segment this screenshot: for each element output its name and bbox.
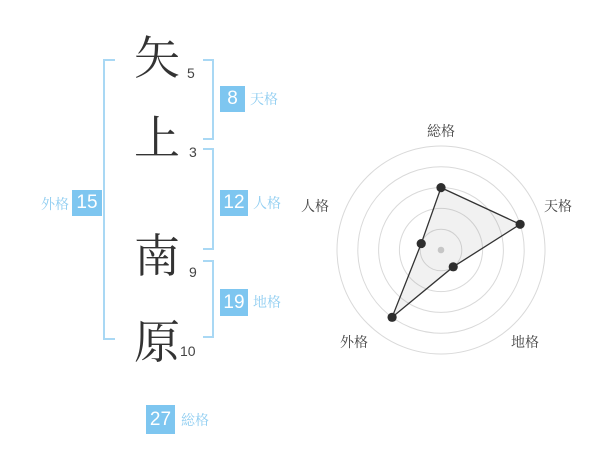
radar-axis-label: 外格 (340, 334, 368, 350)
soukaku-value-box: 27 (146, 405, 175, 434)
radar-axis-label: 人格 (301, 198, 329, 214)
chikaku-value-box: 19 (220, 289, 248, 316)
stroke-count-1: 5 (187, 65, 195, 81)
radar-axis-label: 総格 (427, 123, 455, 139)
chikaku-label: 地格 (253, 294, 281, 310)
name-char-3: 南 (134, 230, 180, 282)
radar-axis-label: 地格 (511, 334, 539, 350)
stroke-count-3: 9 (189, 264, 197, 280)
tenkaku-label: 天格 (250, 91, 278, 107)
name-char-2: 上 (134, 112, 180, 164)
jinkaku-bracket (203, 148, 214, 250)
gaikaku-value-box: 15 (72, 190, 102, 216)
gaikaku-bracket (103, 59, 115, 340)
name-char-4: 原 (134, 316, 180, 368)
tenkaku-value-box: 8 (220, 86, 245, 112)
stroke-count-2: 3 (189, 144, 197, 160)
gaikaku-label: 外格 (41, 196, 69, 212)
name-char-1: 矢 (134, 32, 180, 84)
stroke-count-4: 10 (180, 343, 196, 359)
chikaku-bracket (203, 260, 214, 338)
radar-axis-label: 天格 (544, 198, 572, 214)
soukaku-label: 総格 (181, 412, 209, 428)
jinkaku-label: 人格 (253, 195, 281, 211)
jinkaku-value-box: 12 (220, 190, 248, 216)
tenkaku-bracket (203, 59, 214, 140)
